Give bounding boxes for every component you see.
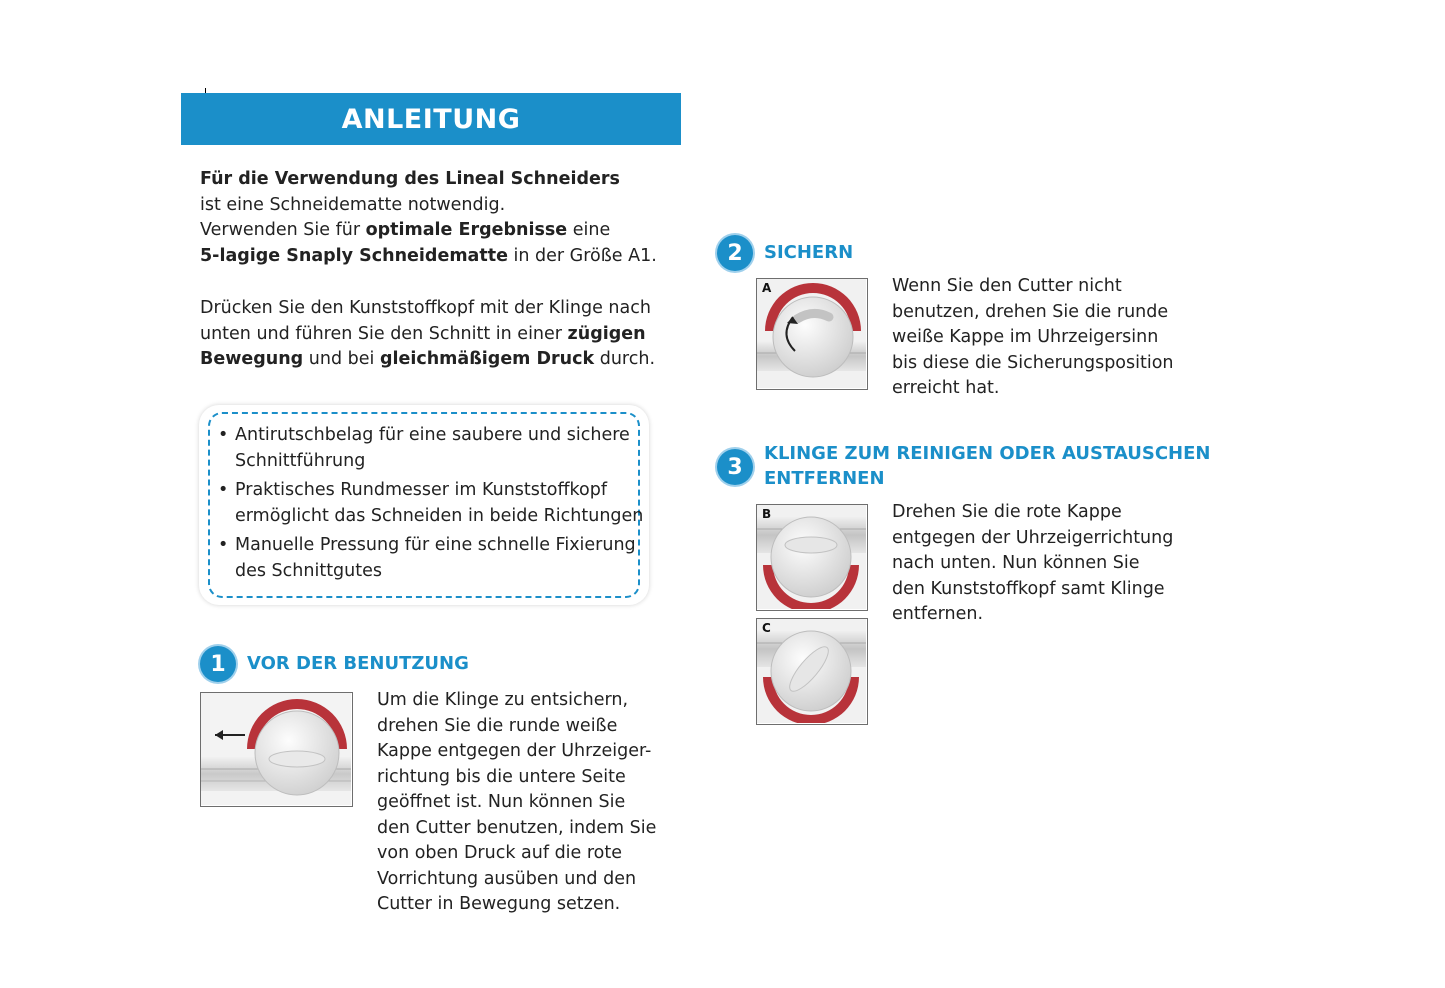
step-2-description: Wenn Sie den Cutter nicht benutzen, drehen Sie die runde weiße Kappe im Uhrzeigersinn bis diese die Sicherungsposition erreicht hat. xyxy=(892,276,1174,398)
intro-paragraph-2 xyxy=(200,296,655,373)
intro-line: Bewegung und bei gleichmäßigem Druck durch. xyxy=(200,349,656,369)
intro-line: unten und führen Sie den Schnitt in einer zügigen xyxy=(200,323,646,344)
photo-label-b: B xyxy=(762,507,772,521)
step-1-title: VOR DER BENUTZUNG xyxy=(247,653,469,674)
step-3-title: KLINGE ZUM REINIGEN ODER AUSTAUSCHEN ENTFERNEN xyxy=(764,443,1211,489)
intro-line: Drücken Sie den Kunststoffkopf mit der Klinge nach xyxy=(200,298,651,318)
feature-item: • Antirutschbelag für eine saubere und sichere Schnittführung xyxy=(218,423,643,474)
step-3-photo-b xyxy=(756,504,868,611)
step-1-photo xyxy=(200,692,353,807)
intro-line: 5-lagige Snaply Schneidematte in der Größe A1. xyxy=(200,245,657,266)
step-2-title: SICHERN xyxy=(764,242,854,263)
photo-label-c: C xyxy=(762,621,771,635)
photo-label-a: A xyxy=(762,281,772,295)
step-2-number-icon: 2 xyxy=(717,235,753,271)
intro-paragraph-1 xyxy=(200,167,657,269)
step-3-description: Drehen Sie die rote Kappe entgegen der Uhrzeigerrichtung nach unten. Nun können Sie den Kunststoffkopf samt Klinge entfernen. xyxy=(892,502,1174,624)
page-title-bar xyxy=(181,93,681,145)
page-title: ANLEITUNG xyxy=(341,103,521,135)
intro-line: ist eine Schneidematte notwendig. xyxy=(200,194,506,215)
feature-item: • Manuelle Pressung für eine schnelle Fixierung des Schnittgutes xyxy=(218,533,643,584)
step-1-description: Um die Klinge zu entsichern, drehen Sie die runde weiße Kappe entgegen der Uhrzeiger- richtung bis die untere Seite geöffnet ist. Nun können Sie den Cutter benutzen, indem Sie von oben Druck auf die rote Vorrichtung ausüben und den Cutter in Bewegung setzen. xyxy=(377,690,657,914)
intro-line: Für die Verwendung des Lineal Schneiders xyxy=(200,169,620,189)
step-1-number-icon: 1 xyxy=(200,646,236,682)
step-3-number-icon: 3 xyxy=(717,449,753,485)
step-2-photo xyxy=(756,278,868,390)
feature-item: • Praktisches Rundmesser im Kunststoffkopf ermöglicht das Schneiden in beide Richtungen xyxy=(218,478,643,529)
step-3-photo-c xyxy=(756,618,868,725)
intro-line: Verwenden Sie für optimale Ergebnisse eine xyxy=(200,220,611,240)
features-list xyxy=(218,423,643,588)
